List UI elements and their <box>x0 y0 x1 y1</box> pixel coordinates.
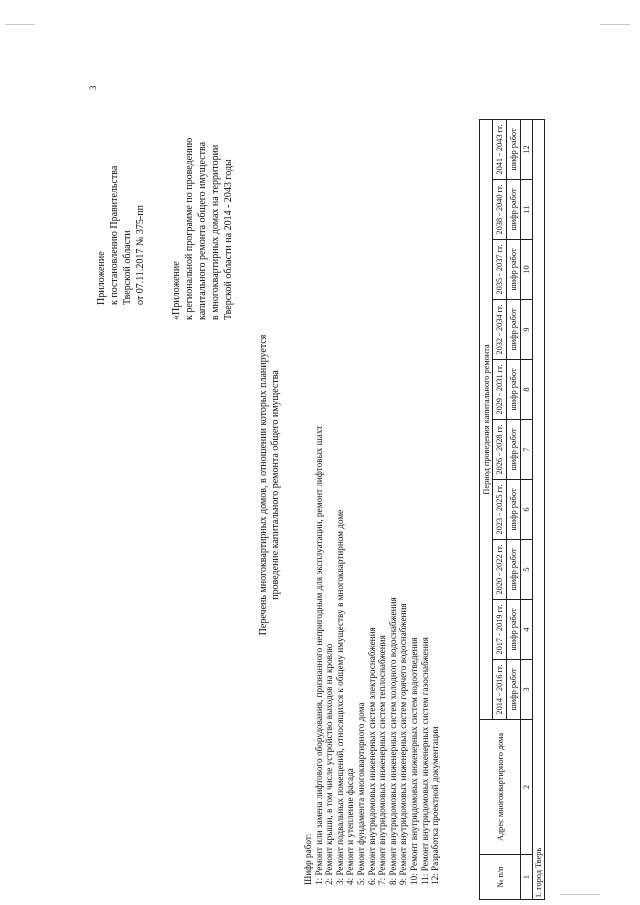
col-number: 7 <box>521 420 533 480</box>
header-period: Период проведения капитального ремонта <box>480 119 493 719</box>
legend-item: 8: Ремонт внутридомовых инженерных систем холодного водоснабжения <box>387 597 398 885</box>
work-code-cell: шифр работ <box>507 480 521 540</box>
period-cell: 2026 - 2028 гг. <box>493 420 507 480</box>
appendix-sub-line: к региональной программе по проведению <box>184 137 195 320</box>
legend-item: 4: Ремонт и утепление фасада <box>345 768 356 885</box>
appendix-header-line: Приложение <box>96 251 107 305</box>
work-code-cell: шифр работ <box>507 180 521 240</box>
work-code-cell: шифр работ <box>507 420 521 480</box>
header-address: Адрес многоквартирного дома <box>480 720 521 855</box>
col-number: 10 <box>521 240 533 300</box>
scan-mark <box>560 894 600 895</box>
appendix-header-line: от 07.11.2017 № 375-пп <box>135 205 146 305</box>
col-number: 6 <box>521 480 533 540</box>
scan-mark <box>5 24 35 25</box>
col-number: 8 <box>521 360 533 420</box>
legend-item: 10: Ремонт внутридомовых инженерных систем водоотведения <box>408 637 419 885</box>
legend-item: 6: Ремонт внутридомовых инженерных систем электроснабжения <box>366 627 377 885</box>
work-code-cell: шифр работ <box>507 119 521 179</box>
period-cell: 2038 - 2040 гг. <box>493 180 507 240</box>
legend-item: 2: Ремонт крыши, в том числе устройство выходов на кровлю <box>324 643 335 885</box>
appendix-sub-line: «Приложение <box>171 261 182 320</box>
table-header-row <box>480 119 493 899</box>
appendix-header-line: к постановлению Правительства <box>109 165 120 305</box>
col-number: 3 <box>521 660 533 720</box>
section-city: 1. город Тверь <box>533 119 545 899</box>
work-code-cell: шифр работ <box>507 240 521 300</box>
appendix-header <box>95 166 147 305</box>
table-section-row <box>533 119 545 899</box>
period-cell: 2041 - 2043 гг. <box>493 119 507 179</box>
scan-mark <box>600 24 630 25</box>
title-line: проведение капитального ремонта общего имущества <box>270 370 281 600</box>
legend-item: 5: Ремонт фундамента многоквартирного дома <box>355 702 366 885</box>
work-code-cell: шифр работ <box>507 600 521 660</box>
period-cell: 2023 - 2025 гг. <box>493 480 507 540</box>
period-cell: 2017 - 2019 гг. <box>493 600 507 660</box>
col-number: 5 <box>521 540 533 600</box>
work-code-legend <box>303 426 441 885</box>
col-number: 4 <box>521 600 533 660</box>
period-cell: 2032 - 2034 гг. <box>493 300 507 360</box>
period-cell: 2029 - 2031 гг. <box>493 360 507 420</box>
repair-schedule-table <box>479 119 545 900</box>
col-number: 12 <box>521 119 533 179</box>
work-code-cell: шифр работ <box>507 300 521 360</box>
col-number: 11 <box>521 180 533 240</box>
legend-item: 3: Ремонт подвальных помещений, относящихся к общему имуществу в многоквартирном доме <box>334 509 345 885</box>
period-cell: 2020 - 2022 гг. <box>493 540 507 600</box>
period-cell: 2035 - 2037 гг. <box>493 240 507 300</box>
title-line: Перечень многоквартирных домов, в отношении которых планируется <box>258 334 269 636</box>
appendix-header-line: Тверской области <box>122 230 133 305</box>
appendix-sub-line: в многоквартирных домах на территории <box>210 144 221 320</box>
legend-item: 9: Ремонт внутридомовых инженерных систем горячего водоснабжения <box>398 603 409 885</box>
appendix-sub-line: капитального ремонта общего имущества <box>197 141 208 320</box>
legend-item: 1: Ремонт или замена лифтового оборудования, признанного непригодным для эксплуатации, ремонт лифтовых шахт <box>313 425 324 885</box>
appendix-sub-line: Тверской области на 2014 - 2043 годы <box>223 159 234 320</box>
work-code-cell: шифр работ <box>507 540 521 600</box>
page-number: 3 <box>88 85 98 90</box>
table-colnum-row <box>521 119 533 899</box>
appendix-subheader <box>170 138 235 320</box>
work-code-cell: шифр работ <box>507 660 521 720</box>
legend-item: 12: Разработка проектной документации <box>430 726 441 885</box>
period-cell: 2014 - 2016 гг. <box>493 660 507 720</box>
legend-heading: Шифр работ: <box>303 833 313 885</box>
document-title <box>258 305 282 665</box>
legend-item: 11: Ремонт внутридомовых инженерных систем газоснабжения <box>419 637 430 885</box>
legend-item: 7: Ремонт внутридомовых инженерных систем теплоснабжения <box>377 635 388 885</box>
header-num: № п/п <box>480 855 521 900</box>
col-number: 1 <box>521 855 533 900</box>
col-number: 9 <box>521 300 533 360</box>
work-code-cell: шифр работ <box>507 360 521 420</box>
col-number: 2 <box>521 720 533 855</box>
